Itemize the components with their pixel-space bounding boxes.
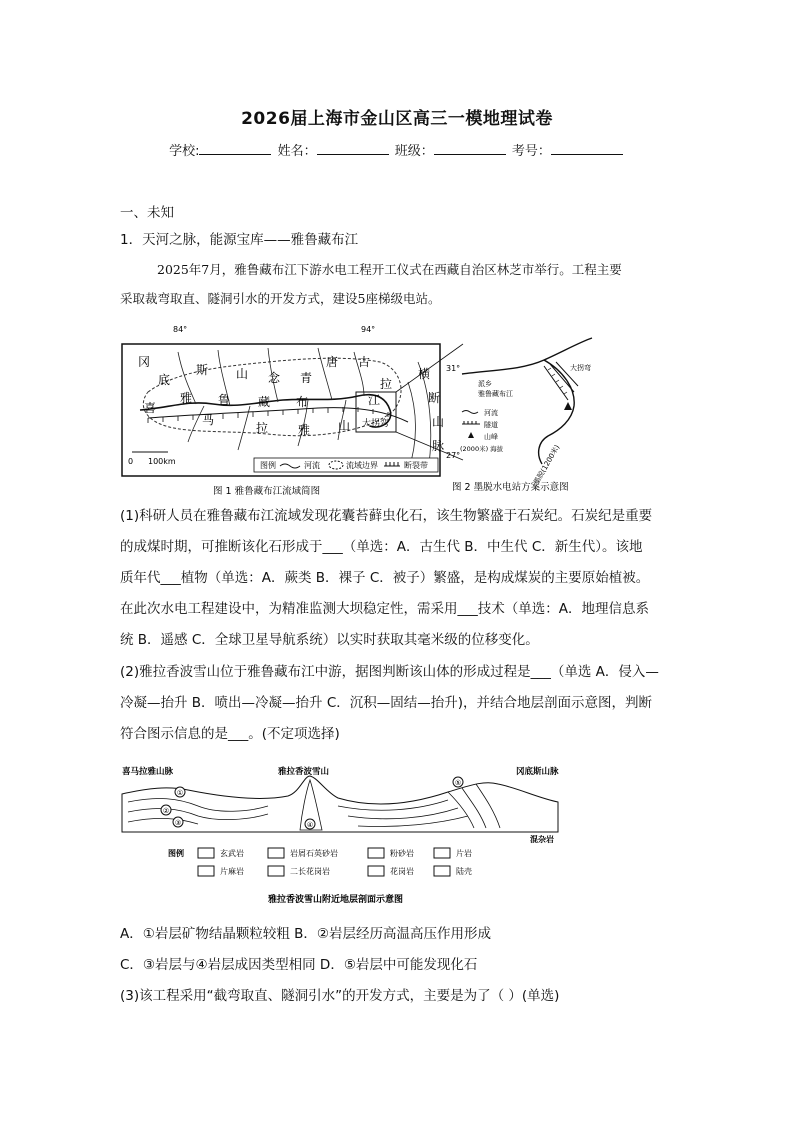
map-label: 底 — [158, 373, 171, 387]
part-1-line: 在此次水电工程建设中，为精准监测大坝稳定性，需采用___技术（单选：A．地理信息系 — [120, 601, 649, 617]
map-label: 横 — [418, 367, 431, 381]
label-great-bend: 大拐弯 — [570, 364, 591, 372]
legend-river: 河流 — [304, 461, 320, 470]
exam-no-blank[interactable] — [551, 142, 623, 155]
label-himalaya: 喜马拉雅山脉 — [122, 767, 174, 777]
part-1-line: 统 B．遥感 C．全球卫星导航系统）以实时获取其毫米级的位移变化。 — [120, 632, 539, 648]
options-a-b: A．①岩层矿物结晶颗粒较粗 B．②岩层经历高温高压作用形成 — [120, 926, 491, 942]
section-profile — [122, 776, 558, 832]
legend-granite: 花岗岩 — [390, 867, 414, 876]
page-title: 2026届上海市金山区高三一模地理试卷 — [241, 109, 553, 129]
map-label: 鲁 — [218, 393, 231, 407]
part-1-line: 质年代___植物（单选：A．蕨类 B．裸子 C．被子）繁盛，是构成煤炭的主要原始植被。 — [120, 570, 650, 586]
layer-marker-1: ① — [176, 789, 184, 797]
lon-94-label: 94° — [361, 325, 376, 334]
section-heading: 一、未知 — [120, 205, 174, 221]
legend-swatch-basalt — [198, 848, 214, 858]
options-c-d: C．③岩层与④岩层成因类型相同 D．⑤岩层中可能发现化石 — [120, 957, 478, 973]
legend-monzogranite: 二长花岗岩 — [290, 867, 330, 876]
legend-swatch-gneiss — [198, 866, 214, 876]
map-label: 唐 — [326, 355, 339, 369]
legend-title: 图例 — [168, 849, 184, 858]
map-label: 山 — [338, 419, 351, 433]
intro-line-2: 采取裁弯取直、隧洞引水的开发方式，建设5座梯级电站。 — [120, 291, 441, 306]
legend-swatch-schist — [434, 848, 450, 858]
part-2-line: 冷凝—抬升 B．喷出—冷凝—抬升 C．沉积—固结—抬升)，并结合地层剖面示意图，判断 — [120, 695, 653, 711]
legend-title: 图例 — [260, 461, 276, 470]
map-label: 断 — [428, 391, 441, 405]
legend-swatch-granite — [368, 866, 384, 876]
lon-84-label: 84° — [173, 325, 188, 334]
map-label: 青 — [300, 371, 313, 385]
map-label: 布 — [296, 395, 309, 409]
legend-basin: 流域边界 — [346, 461, 378, 470]
label-yala: 雅拉香波雪山 — [278, 767, 330, 777]
scale-0: 0 — [128, 457, 134, 466]
map-label: 大拐弯 — [362, 419, 390, 429]
legend-peak-icon — [468, 432, 474, 438]
legend-elevation: (2000米) 海拔 — [460, 445, 504, 453]
map-label: 斯 — [196, 363, 209, 377]
figure-1-caption: 图 1 雅鲁藏布江流域简图 — [213, 486, 321, 497]
legend-lithic-sandstone: 岩屑石英砂岩 — [290, 849, 338, 858]
figure-3-caption: 雅拉香波雪山附近地层剖面示意图 — [268, 895, 404, 905]
intro-line-1: 2025年7月，雅鲁藏布江下游水电工程开工仪式在西藏自治区林芝市举行。工程主要 — [157, 262, 622, 277]
layer-marker-4: ④ — [306, 821, 314, 829]
legend-schist: 片岩 — [456, 849, 472, 858]
map-label: 拉 — [380, 377, 393, 391]
map-label: 冈 — [138, 355, 151, 369]
map-label: 雅 — [180, 391, 193, 405]
question-1-part-1 — [120, 506, 652, 661]
legend-swatch-siltstone — [368, 848, 384, 858]
part-1-line: 的成煤时期，可推断该化石形成于___（单选：A．古生代 B．中生代 C．新生代）。该地 — [120, 539, 643, 555]
legend-peak: 山峰 — [484, 433, 498, 441]
scale-100km: 100km — [148, 457, 176, 466]
legend-crust: 陆壳 — [456, 867, 472, 876]
map-label: 喜 — [144, 401, 157, 415]
legend-tunnel-icon — [462, 421, 480, 424]
legend-swatch-monzogranite — [268, 866, 284, 876]
layer-marker-2: ② — [162, 807, 170, 815]
legend-swatch-lithic — [268, 848, 284, 858]
map-label: 念 — [268, 371, 281, 385]
map-label: 山 — [432, 415, 445, 429]
exam-no-label: 考号： — [511, 144, 551, 159]
part-2-line: 符合图示信息的是___。(不定项选择) — [120, 726, 340, 742]
label-medog: 墨脱(1200米) — [532, 443, 562, 486]
part-2-line: (2)雅拉香波雪山位于雅鲁藏布江中游，据图判断该山体的形成过程是___（单选 A．侵入— — [120, 664, 659, 680]
layer-marker-3: ③ — [174, 819, 182, 827]
legend-river-icon — [462, 411, 478, 414]
tributaries — [178, 348, 431, 472]
map-label: 古 — [358, 355, 371, 369]
section-legend — [198, 848, 472, 876]
layer-marker-5: ⑤ — [454, 779, 462, 787]
school-blank[interactable] — [199, 142, 271, 155]
question-1-part-2 — [120, 662, 659, 755]
legend-river: 河流 — [484, 409, 498, 417]
figure-2-caption: 图 2 墨脱水电站方案示意图 — [452, 482, 569, 493]
class-label: 班级： — [394, 144, 434, 159]
name-blank[interactable] — [317, 142, 389, 155]
map-label: 拉 — [256, 421, 269, 435]
label-paixiang: 派乡 — [478, 380, 492, 388]
school-label: 学校: — [169, 144, 200, 159]
lat-31-label: 31° — [446, 364, 461, 373]
legend-gneiss: 片麻岩 — [220, 867, 244, 876]
legend-siltstone: 粉砂岩 — [390, 849, 414, 858]
figure-3-cross-section — [118, 762, 568, 912]
legend-fault: 断裂带 — [404, 461, 428, 470]
map-place-labels — [138, 354, 444, 453]
map-label: 马 — [202, 413, 215, 427]
legend-tunnel: 隧道 — [484, 421, 498, 429]
label-gangdise: 冈底斯山脉 — [516, 767, 559, 777]
class-blank[interactable] — [434, 142, 506, 155]
question-1-heading: 1．天河之脉，能源宝库——雅鲁藏布江 — [120, 232, 359, 248]
student-info-row — [0, 140, 794, 159]
part-1-line: (1)科研人员在雅鲁藏布江流域发现花囊苔藓虫化石，该生物繁盛于石炭纪。石炭纪是重要 — [120, 508, 653, 524]
peak-icon — [564, 402, 572, 410]
label-melange: 混杂岩 — [530, 835, 554, 844]
map-label: 山 — [236, 367, 249, 381]
map-label: 藏 — [258, 395, 271, 409]
figure-2-hydropower-scheme — [452, 330, 622, 500]
map-label: 雅 — [298, 423, 311, 437]
name-label: 姓名： — [277, 144, 317, 159]
legend-basalt: 玄武岩 — [220, 849, 244, 858]
lat-27-label: 27° — [446, 451, 461, 460]
map-label: 脉 — [432, 439, 445, 453]
question-1-part-3: (3)该工程采用“截弯取直、隧洞引水”的开发方式，主要是为了（ ）(单选) — [120, 988, 560, 1004]
label-yarlung: 雅鲁藏布江 — [478, 390, 513, 398]
figure-1-basin-map — [118, 322, 478, 500]
legend-swatch-crust — [434, 866, 450, 876]
map-label: 江 — [368, 393, 381, 407]
